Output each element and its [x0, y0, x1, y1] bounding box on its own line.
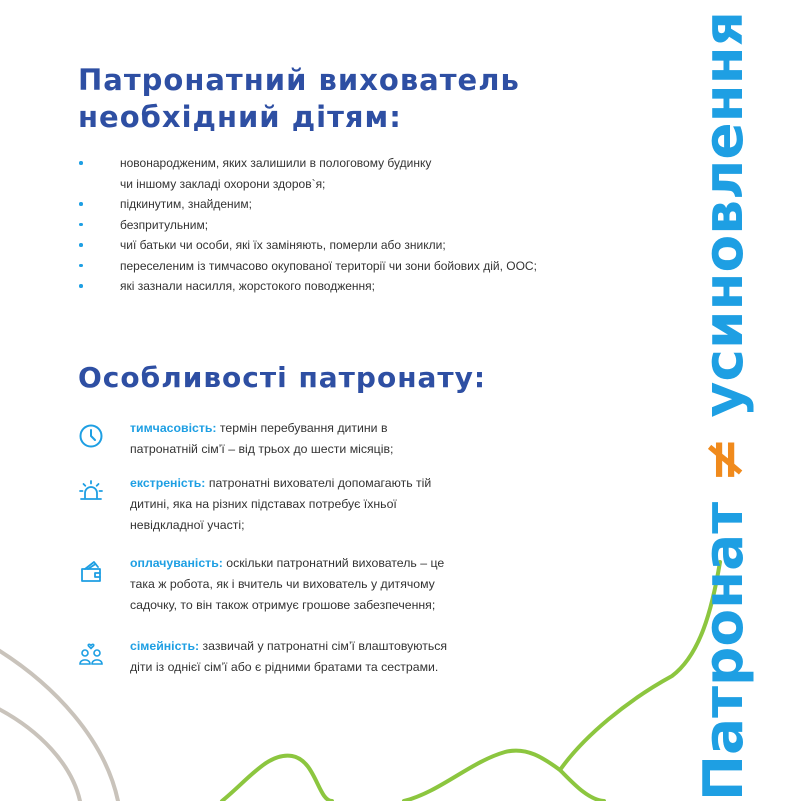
- feature-key: тимчасовість:: [130, 421, 217, 435]
- feature-key: сімейність:: [130, 639, 200, 653]
- feature-key: екстреність:: [130, 476, 206, 490]
- feature-line: така ж робота, як і вчитель чи вихователь у дитячому: [130, 577, 435, 591]
- side-heading: [688, 0, 801, 801]
- feature-line: садочку, то він також отримує грошове забезпечення;: [130, 598, 436, 612]
- clock-icon: [78, 423, 104, 449]
- list-item: переселеним із тимчасово окупованої території чи зони бойових дій, ООС;: [78, 256, 668, 277]
- feature-text: [130, 473, 530, 536]
- feature-line: патронатні вихователі допомагають тій: [205, 476, 432, 490]
- title-line-1: Патронатний вихователь: [78, 63, 520, 97]
- list-item: які зазнали насилля, жорстокого поводження;: [78, 276, 668, 297]
- feature-line: термін перебування дитини в: [216, 421, 388, 435]
- feature-line: зазвичай у патронатні сім’ї влаштовуються: [199, 639, 448, 653]
- list-item: підкинутим, знайденим;: [78, 194, 668, 215]
- feature-line: патронатній сім’ї – від трьох до шести місяців;: [130, 442, 394, 456]
- feature-line: невідкладної участі;: [130, 518, 245, 532]
- feature-key: оплачуваність:: [130, 556, 223, 570]
- list-item-text: новонародженим, яких залишили в пологовому будинку: [120, 156, 432, 170]
- alarm-siren-icon: [78, 478, 104, 504]
- feature-line: діти із однієї сім’ї або є рідними братами та сестрами.: [130, 660, 439, 674]
- side-heading-text: [692, 11, 755, 801]
- feature-text: [130, 553, 530, 616]
- feature-line: дитині, яка на різних підставах потребує їхньої: [130, 497, 397, 511]
- page-title: [78, 62, 520, 136]
- side-heading-symbol: ≠: [692, 437, 755, 483]
- needs-list: [78, 153, 668, 297]
- list-item: чиї батьки чи особи, які їх заміняють, померли або зникли;: [78, 235, 668, 256]
- feature-text: [130, 636, 530, 678]
- feature-text: [130, 418, 530, 460]
- side-heading-word-1: Патронат: [692, 488, 755, 801]
- list-item: безпритульним;: [78, 215, 668, 236]
- list-item: [78, 153, 668, 194]
- list-item-text-cont: чи іншому закладі охорони здоров`я;: [120, 176, 326, 191]
- title-line-2: необхідний дітям:: [78, 100, 402, 134]
- feature-line: оскільки патронатний вихователь – це: [222, 556, 445, 570]
- side-heading-word-2: усиновлення: [692, 18, 755, 437]
- family-icon: [78, 640, 104, 666]
- section-title: Особливості патронату:: [78, 361, 487, 394]
- wallet-icon: [78, 559, 104, 585]
